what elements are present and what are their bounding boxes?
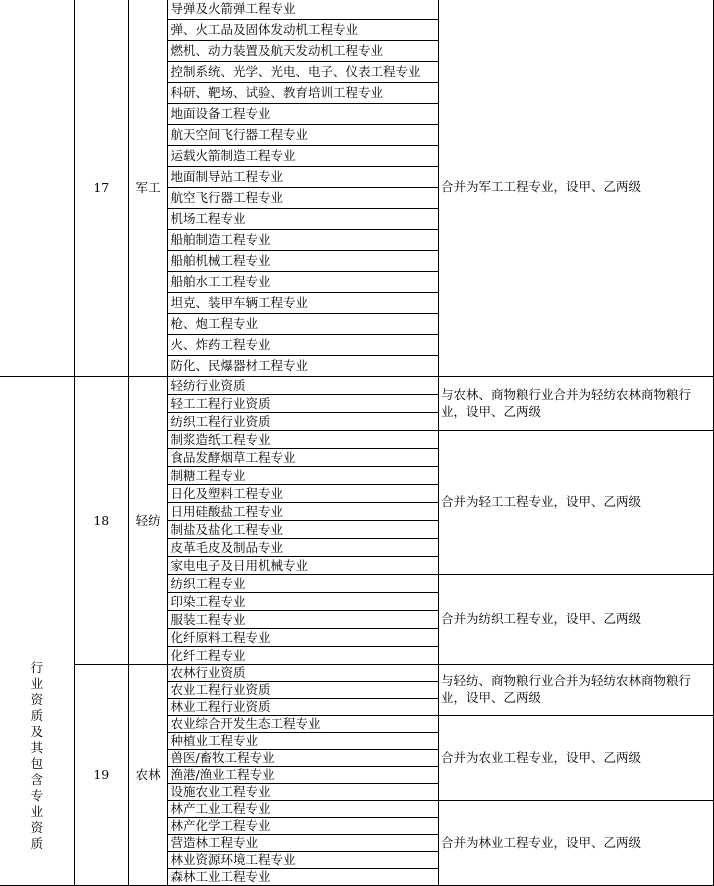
table-row — [0, 377, 714, 395]
specialty-item: 船舶水工工程专业 — [168, 272, 439, 293]
merge-note: 与轻纺、商物粮行业合并为轻纺农林商物粮行业，设甲、乙两级 — [438, 665, 713, 716]
specialty-item: 运载火箭制造工程专业 — [168, 146, 439, 167]
specialty-item: 导弹及火箭弹工程专业 — [168, 0, 439, 20]
specialty-item: 皮革毛皮及制品专业 — [168, 539, 439, 557]
merge-note: 与农林、商物粮行业合并为轻纺农林商物粮行业，设甲、乙两级 — [438, 377, 713, 431]
specialty-item: 化纤原料工程专业 — [168, 629, 439, 647]
row-number: 17 — [74, 0, 128, 377]
specialty-item: 枪、炮工程专业 — [168, 314, 439, 335]
specialty-item: 制糖工程专业 — [168, 467, 439, 485]
specialty-item: 地面制导站工程专业 — [168, 167, 439, 188]
specialty-item: 兽医/畜牧工程专业 — [168, 750, 439, 767]
specialty-item: 设施农业工程专业 — [168, 784, 439, 801]
specialty-item: 农业工程行业资质 — [168, 682, 439, 699]
industry-name: 军工 — [128, 0, 168, 377]
specialty-item: 印染工程专业 — [168, 593, 439, 611]
specialty-item: 火、炸药工程专业 — [168, 335, 439, 356]
merge-note: 合并为轻工工程专业，设甲、乙两级 — [438, 431, 713, 575]
specialty-item: 地面设备工程专业 — [168, 104, 439, 125]
specialty-item: 食品发酵烟草工程专业 — [168, 449, 439, 467]
specialty-item: 航天空间飞行器工程专业 — [168, 125, 439, 146]
specialty-item: 轻纺行业资质 — [168, 377, 439, 395]
specialty-item: 防化、民爆器材工程专业 — [168, 356, 439, 377]
row-number: 18 — [74, 377, 128, 665]
specialty-item: 渔港/渔业工程专业 — [168, 767, 439, 784]
row-number: 19 — [74, 665, 128, 886]
specialty-item: 航空飞行器工程专业 — [168, 188, 439, 209]
category-cell-upper — [0, 0, 74, 377]
specialty-item: 农业综合开发生态工程专业 — [168, 716, 439, 733]
specialty-item: 林产化学工程专业 — [168, 818, 439, 835]
specialty-item: 日化及塑料工程专业 — [168, 485, 439, 503]
category-label — [0, 377, 74, 886]
specialty-item: 家电电子及日用机械专业 — [168, 557, 439, 575]
specialty-item: 林产工业工程专业 — [168, 801, 439, 818]
specialty-item: 森林工业工程专业 — [168, 869, 439, 886]
specialty-item: 弹、火工品及固体发动机工程专业 — [168, 20, 439, 41]
specialty-item: 种植业工程专业 — [168, 733, 439, 750]
specialty-item: 控制系统、光学、光电、电子、仪表工程专业 — [168, 62, 439, 83]
specialty-item: 林业工程行业资质 — [168, 699, 439, 716]
merge-note: 合并为农业工程专业，设甲、乙两级 — [438, 716, 713, 801]
merge-note: 合并为纺织工程专业，设甲、乙两级 — [438, 575, 713, 665]
specialty-item: 机场工程专业 — [168, 209, 439, 230]
category-label-text: 行业资质及其包含专业资质 — [30, 660, 44, 851]
industry-name: 农林 — [128, 665, 168, 886]
specialty-item: 制盐及盐化工程专业 — [168, 521, 439, 539]
specialty-item: 农林行业资质 — [168, 665, 439, 682]
specialty-item: 纺织工程专业 — [168, 575, 439, 593]
specialty-item: 林业资源环境工程专业 — [168, 852, 439, 869]
specialty-item: 日用硅酸盐工程专业 — [168, 503, 439, 521]
specialty-item: 制浆造纸工程专业 — [168, 431, 439, 449]
specialty-item: 船舶机械工程专业 — [168, 251, 439, 272]
specialty-item: 科研、靶场、试验、教育培训工程专业 — [168, 83, 439, 104]
specialty-item: 营造林工程专业 — [168, 835, 439, 852]
merge-note: 合并为林业工程专业，设甲、乙两级 — [438, 801, 713, 886]
specialty-item: 坦克、装甲车辆工程专业 — [168, 293, 439, 314]
specialty-item: 燃机、动力装置及航天发动机工程专业 — [168, 41, 439, 62]
specialty-item: 服装工程专业 — [168, 611, 439, 629]
merge-note: 合并为军工工程专业，设甲、乙两级 — [438, 0, 713, 377]
specialty-item: 船舶制造工程专业 — [168, 230, 439, 251]
specialty-item: 轻工工程行业资质 — [168, 395, 439, 413]
specialty-item: 化纤工程专业 — [168, 647, 439, 665]
table-row — [0, 0, 714, 20]
specialty-item: 纺织工程行业资质 — [168, 413, 439, 431]
table-row — [0, 665, 714, 682]
industry-name: 轻纺 — [128, 377, 168, 665]
